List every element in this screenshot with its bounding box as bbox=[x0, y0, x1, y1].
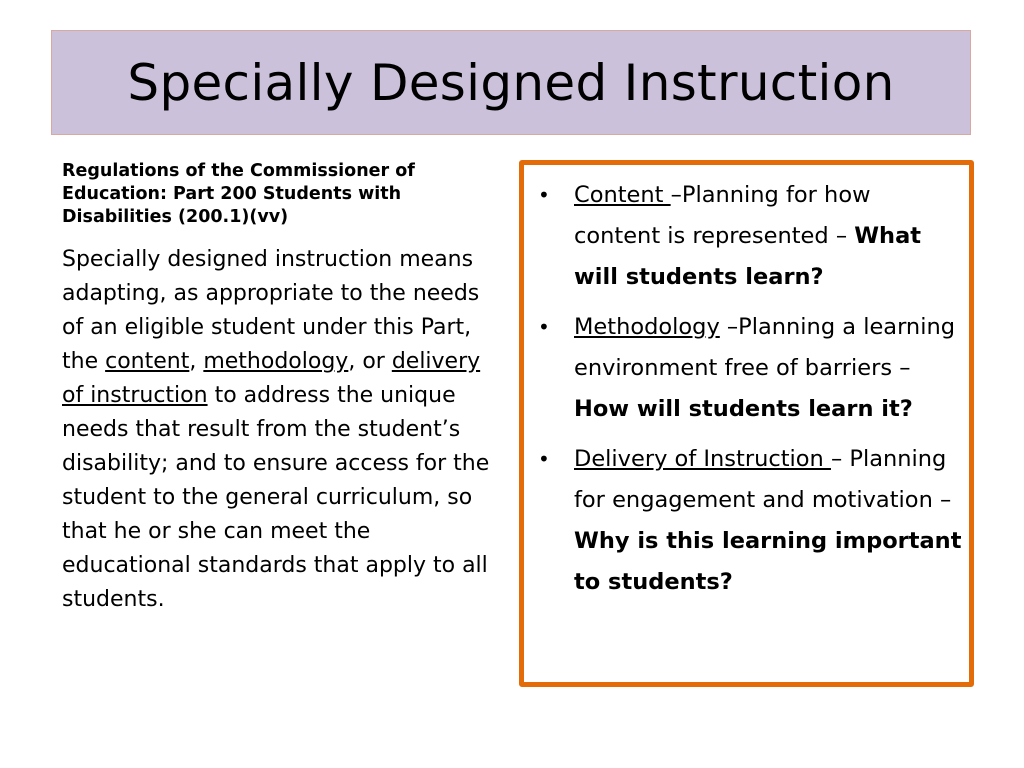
methodology-term: methodology bbox=[203, 349, 349, 374]
bullet-desc: –Planning a learning environment free of barriers – bbox=[574, 314, 955, 381]
list-item-methodology bbox=[538, 307, 963, 430]
bullet-icon: • bbox=[538, 183, 550, 207]
regulation-text bbox=[62, 243, 502, 617]
list-item-content bbox=[538, 175, 963, 298]
separator-2: , or bbox=[348, 349, 392, 374]
regulation-heading: Regulations of the Commissioner of Education: Part 200 Students with Disabilities (200.1)(vv) bbox=[62, 161, 415, 227]
bullet-question: How will students learn it? bbox=[574, 396, 913, 422]
regulation-panel bbox=[62, 160, 502, 617]
slide-title: Specially Designed Instruction bbox=[127, 53, 895, 112]
bullet-desc: – Planning for engagement and motivation – bbox=[574, 446, 952, 513]
bullet-term: Delivery of Instruction bbox=[574, 446, 831, 472]
bullet-desc: –Planning for how content is represented – bbox=[574, 182, 871, 249]
bullet-question: Why is this learning important to students? bbox=[574, 528, 962, 595]
regulation-text-part1: Specially designed instruction means adapting, as appropriate to the needs of an eligible student under this Part, the bbox=[62, 247, 480, 374]
bullet-icon: • bbox=[538, 447, 550, 471]
bullet-question: What will students learn? bbox=[574, 223, 922, 290]
regulation-text-part2: to address the unique needs that result from the student’s disability; and to ensure access for the student to the general curriculum, so that he or she can meet the educational standards that apply to all students. bbox=[62, 383, 490, 612]
bullet-icon: • bbox=[538, 315, 550, 339]
bullet-term: Methodology bbox=[574, 314, 720, 340]
list-item-delivery bbox=[538, 439, 963, 603]
separator-1: , bbox=[189, 349, 204, 374]
content-term: content bbox=[105, 349, 190, 374]
components-list bbox=[538, 175, 963, 612]
delivery-term: delivery of instruction bbox=[62, 349, 481, 408]
title-banner bbox=[51, 30, 971, 135]
key-components-box bbox=[519, 160, 974, 687]
bullet-term: Content bbox=[574, 182, 671, 208]
